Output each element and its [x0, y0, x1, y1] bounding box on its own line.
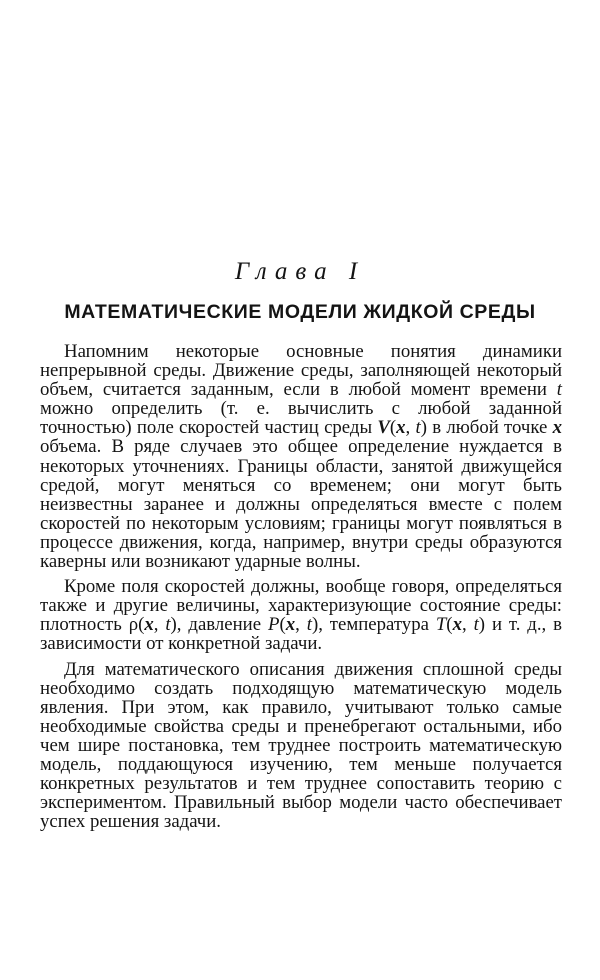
math-symbol: t: [306, 614, 312, 636]
text-run: ,: [405, 417, 416, 439]
chapter-body: [40, 342, 562, 831]
text-run: (: [446, 614, 453, 636]
chapter-label: Глава I: [234, 258, 366, 285]
paragraph: [40, 660, 562, 832]
text-run: (: [389, 417, 397, 439]
text-run: Для математического описания движения сплошной среды необходимо создать подходящую математическую модель явления. При этом, как правило, учитывают только самые необходимые свойства среды и пренебрегают остальными, ибо чем шире постановка, тем труднее построить математическую модель, поддающуюся изучению, тем меньше получается конкретных результатов и тем труднее сопоставить теорию с экспериментом. Правильный выбор модели часто обеспечивает успех решения задачи.: [40, 658, 562, 833]
text-run: (: [279, 614, 286, 636]
text-run: объема. В ряде случаев это общее определение нуждается в некоторых уточнениях. Границы области, занятой движущейся средой, могут меняться со временем; они могут быть неизвестны заранее и должны определяться вместе с полем скоростей по некоторым условиям; границы могут появляться в процессе движения, когда, например, внутри среды образуются каверны или возникают ударные волны.: [40, 436, 562, 573]
math-symbol: t: [473, 614, 479, 636]
math-symbol: P: [267, 614, 280, 636]
chapter-title: МАТЕМАТИЧЕСКИЕ МОДЕЛИ ЖИДКОЙ СРЕДЫ: [64, 301, 536, 323]
text-run: ) и т. д., в зависимости от конкретной задачи.: [40, 614, 563, 655]
text-run: ), температура: [311, 614, 436, 636]
math-vector-symbol: x: [552, 417, 562, 439]
paragraph: [40, 342, 562, 571]
math-vector-symbol: x: [285, 614, 296, 636]
text-run: можно определить (т. е. вычислить с любой заданной точностью) поле скоростей частиц среды: [40, 398, 562, 439]
paragraph: [40, 577, 562, 653]
text-run: Напомним некоторые основные понятия динамики непрерывной среды. Движение среды, заполняющей некоторый объем, считается заданным, если в любой момент времени: [40, 341, 562, 401]
text-run: ,: [461, 614, 474, 636]
math-symbol: t: [556, 379, 562, 401]
text-run: ) в любой точке: [420, 417, 553, 439]
text-run: Кроме поля скоростей должны, вообще говоря, определяться также и другие величины, характеризующие состояние среды: плотность ρ(: [40, 576, 562, 636]
text-run: ,: [295, 614, 307, 636]
math-vector-symbol: x: [144, 614, 154, 636]
math-vector-symbol: x: [452, 614, 462, 636]
math-vector-symbol: V: [377, 417, 390, 439]
math-vector-symbol: x: [396, 417, 406, 439]
math-symbol: T: [435, 614, 447, 636]
math-symbol: t: [415, 417, 421, 439]
text-run: ,: [153, 614, 166, 636]
math-symbol: t: [165, 614, 171, 636]
text-run: ), давление: [170, 614, 268, 636]
